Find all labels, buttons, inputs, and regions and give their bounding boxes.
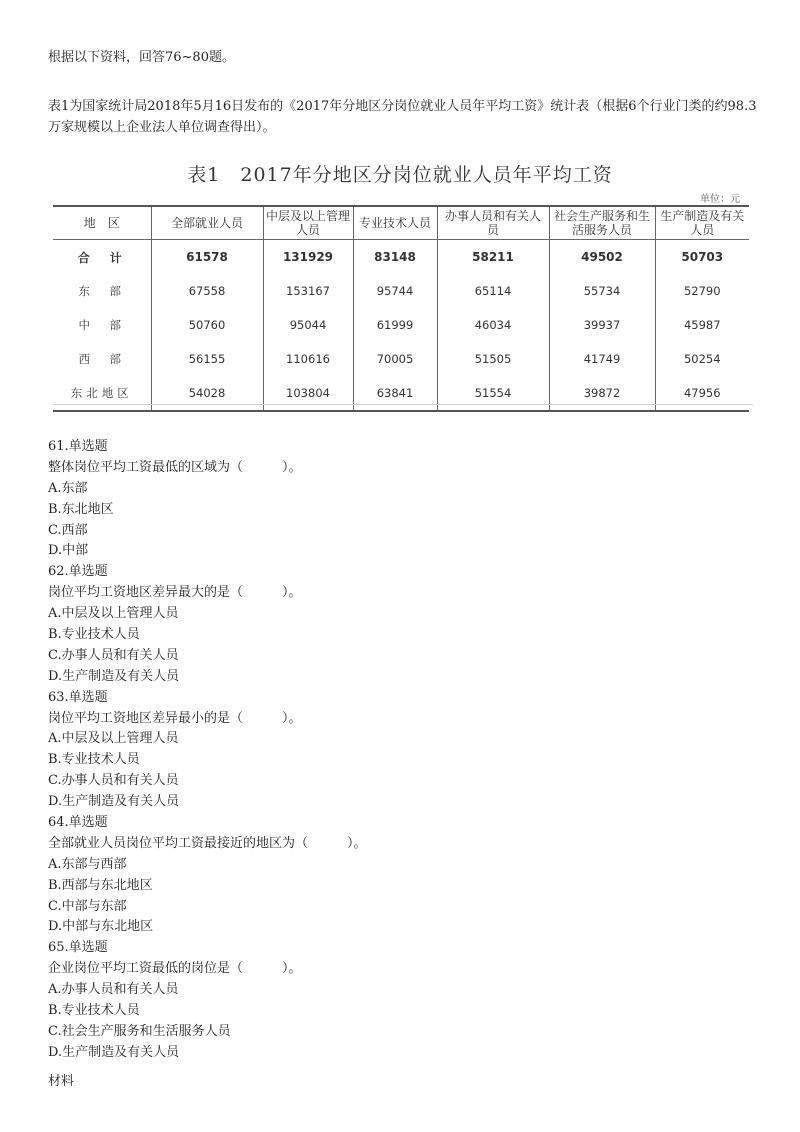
table-bottom-rule bbox=[53, 404, 753, 405]
header-cell: 地 区 bbox=[53, 206, 151, 240]
answer-option[interactable]: B.东北地区 bbox=[48, 501, 114, 517]
header-cell: 社会生产服务和生活服务人员 bbox=[549, 206, 655, 240]
value-cell: 110616 bbox=[263, 342, 353, 376]
header-cell: 办事人员和有关人员 bbox=[437, 206, 549, 240]
intro-text: 根据以下资料，回答76~80题。 bbox=[48, 50, 235, 65]
region-cell: 西 部 bbox=[78, 352, 125, 366]
table-row bbox=[53, 308, 749, 342]
answer-option[interactable]: A.东部与西部 bbox=[48, 856, 127, 872]
answer-option[interactable]: A.办事人员和有关人员 bbox=[48, 982, 179, 998]
question-number: 65.单选题 bbox=[48, 940, 108, 956]
answer-option[interactable]: B.专业技术人员 bbox=[48, 1003, 140, 1019]
region-cell: 东 部 bbox=[78, 284, 125, 298]
region-cell: 合 计 bbox=[77, 250, 126, 265]
header-cell: 全部就业人员 bbox=[151, 206, 263, 240]
value-cell: 61578 bbox=[151, 240, 263, 275]
value-cell: 67558 bbox=[151, 274, 263, 308]
value-cell: 103804 bbox=[263, 376, 353, 411]
value-cell: 131929 bbox=[263, 240, 353, 275]
value-cell: 153167 bbox=[263, 274, 353, 308]
value-cell: 70005 bbox=[353, 342, 437, 376]
question-stem: 企业岗位平均工资最低的岗位是（ ）。 bbox=[48, 961, 302, 977]
question-stem: 全部就业人员岗位平均工资最接近的地区为（ ）。 bbox=[48, 835, 367, 851]
table-description: 表1为国家统计局2018年5月16日发布的《2017年分地区分岗位就业人员年平均工资》统计表（根据6个行业门类的约98.3万家规模以上企业法人单位调查得出）。 bbox=[48, 99, 757, 135]
value-cell: 45987 bbox=[655, 308, 749, 342]
value-cell: 95044 bbox=[263, 308, 353, 342]
value-cell: 61999 bbox=[353, 308, 437, 342]
value-cell: 50254 bbox=[655, 342, 749, 376]
value-cell: 39937 bbox=[549, 308, 655, 342]
value-cell: 51554 bbox=[437, 376, 549, 411]
answer-option[interactable]: C.中部与东部 bbox=[48, 898, 127, 914]
region-cell: 中 部 bbox=[78, 318, 125, 332]
answer-option[interactable]: C.西部 bbox=[48, 522, 88, 538]
value-cell: 83148 bbox=[353, 240, 437, 275]
table-header-row bbox=[53, 206, 749, 240]
value-cell: 52790 bbox=[655, 274, 749, 308]
question-number: 61.单选题 bbox=[48, 439, 108, 454]
answer-option[interactable]: D.生产制造及有关人员 bbox=[48, 668, 180, 684]
header-cell: 生产制造及有关人员 bbox=[655, 206, 749, 240]
question-list bbox=[48, 437, 768, 1064]
answer-option[interactable]: B.专业技术人员 bbox=[48, 752, 140, 768]
question-number: 64.单选题 bbox=[48, 815, 108, 831]
region-cell: 东北地区 bbox=[70, 386, 133, 400]
answer-option[interactable]: C.办事人员和有关人员 bbox=[48, 647, 179, 663]
table-row bbox=[53, 240, 749, 275]
answer-option[interactable]: D.生产制造及有关人员 bbox=[48, 794, 180, 810]
wage-table bbox=[53, 205, 749, 412]
value-cell: 41749 bbox=[549, 342, 655, 376]
value-cell: 50703 bbox=[655, 240, 749, 275]
table-row bbox=[53, 376, 749, 411]
value-cell: 65114 bbox=[437, 274, 549, 308]
value-cell: 54028 bbox=[151, 376, 263, 411]
value-cell: 56155 bbox=[151, 342, 263, 376]
answer-option[interactable]: A.东部 bbox=[48, 480, 88, 496]
question-stem: 整体岗位平均工资最低的区域为（ ）。 bbox=[48, 459, 302, 475]
answer-option[interactable]: D.生产制造及有关人员 bbox=[48, 1044, 180, 1060]
header-cell: 专业技术人员 bbox=[353, 206, 437, 240]
table-title: 表1 2017年分地区分岗位就业人员年平均工资 bbox=[187, 164, 613, 186]
answer-option[interactable]: C.办事人员和有关人员 bbox=[48, 773, 179, 789]
answer-option[interactable]: D.中部与东北地区 bbox=[48, 919, 154, 935]
value-cell: 55734 bbox=[549, 274, 655, 308]
value-cell: 95744 bbox=[353, 274, 437, 308]
question-stem: 岗位平均工资地区差异最小的是（ ）。 bbox=[48, 710, 302, 726]
value-cell: 49502 bbox=[549, 240, 655, 275]
answer-option[interactable]: D.中部 bbox=[48, 543, 89, 559]
value-cell: 58211 bbox=[437, 240, 549, 275]
table-row bbox=[53, 342, 749, 376]
value-cell: 50760 bbox=[151, 308, 263, 342]
answer-option[interactable]: A.中层及以上管理人员 bbox=[48, 606, 179, 622]
value-cell: 46034 bbox=[437, 308, 549, 342]
table-unit: 单位：元 bbox=[700, 194, 740, 205]
material-footer: 材料 bbox=[48, 1074, 75, 1089]
answer-option[interactable]: B.西部与东北地区 bbox=[48, 877, 153, 893]
header-cell: 中层及以上管理人员 bbox=[263, 206, 353, 240]
value-cell: 39872 bbox=[549, 376, 655, 411]
question-number: 63.单选题 bbox=[48, 689, 108, 705]
value-cell: 47956 bbox=[655, 376, 749, 411]
question-number: 62.单选题 bbox=[48, 564, 108, 580]
answer-option[interactable]: B.专业技术人员 bbox=[48, 627, 140, 643]
value-cell: 63841 bbox=[353, 376, 437, 411]
answer-option[interactable]: C.社会生产服务和生活服务人员 bbox=[48, 1023, 231, 1039]
table-row bbox=[53, 274, 749, 308]
value-cell: 51505 bbox=[437, 342, 549, 376]
answer-option[interactable]: A.中层及以上管理人员 bbox=[48, 731, 179, 747]
question-stem: 岗位平均工资地区差异最大的是（ ）。 bbox=[48, 585, 302, 601]
